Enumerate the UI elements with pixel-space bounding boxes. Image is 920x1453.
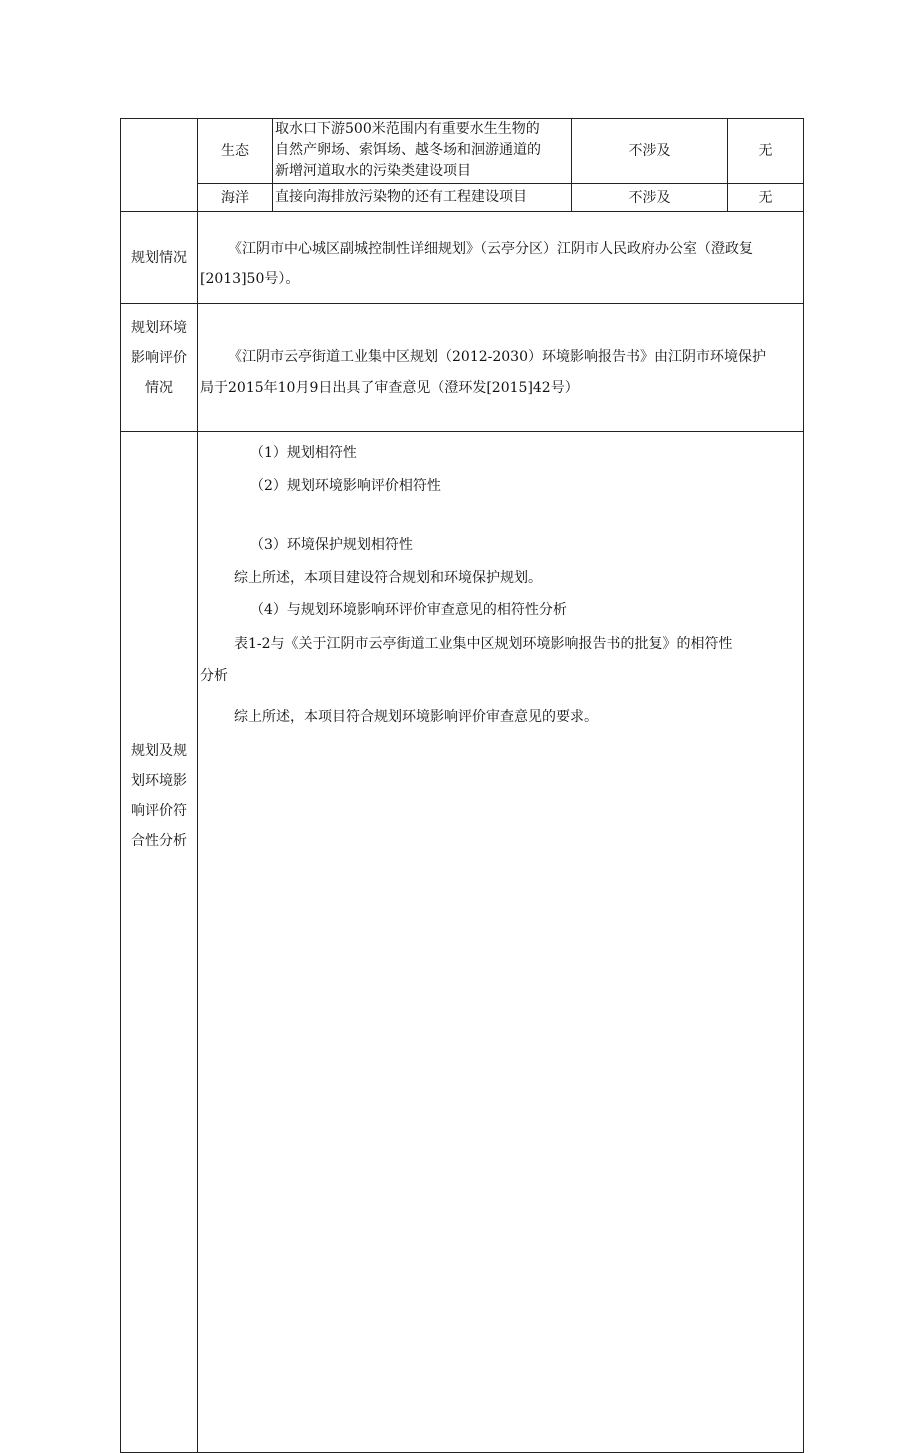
planning-label: 规划情况 bbox=[131, 249, 187, 266]
eia-label-line: 规划环境 bbox=[131, 320, 187, 336]
eco-status: 不涉及 bbox=[628, 189, 671, 206]
eco-desc-line: 取水口下游500米范围内有重要水生生物的 bbox=[275, 121, 540, 137]
col-label-divider bbox=[197, 118, 198, 1453]
analysis-label-line: 规划及规 bbox=[131, 743, 187, 759]
eia-label-line: 影响评价 bbox=[131, 350, 187, 366]
analysis-item: 综上所述，本项目符合规划环境影响评价审查意见的要求。 bbox=[234, 709, 598, 725]
border-right bbox=[803, 118, 804, 1453]
sep-eia-analysis bbox=[120, 431, 804, 432]
analysis-label-line: 响评价符 bbox=[131, 803, 187, 819]
analysis-label-line: 合性分析 bbox=[131, 833, 187, 849]
eco-desc-line: 直接向海排放污染物的还有工程建设项目 bbox=[275, 189, 527, 205]
analysis-item: （1）规划相符性 bbox=[250, 445, 357, 461]
eco-result: 无 bbox=[758, 143, 773, 159]
eco-status: 不涉及 bbox=[628, 143, 671, 159]
analysis-item: （4）与规划环境影响环评价审查意见的相符性分析 bbox=[250, 602, 567, 618]
eia-text-line: 《江阴市云亭街道工业集中区规划（2012-2030）环境影响报告书》由江阴市环境保护 bbox=[228, 349, 766, 365]
analysis-item: 分析 bbox=[200, 668, 228, 684]
sep-planning-eia bbox=[120, 303, 804, 304]
analysis-item: 表1-2与《关于江阴市云亭街道工业集中区规划环境影响报告书的批复》的相符性 bbox=[234, 636, 733, 652]
eco-desc-line: 自然产卵场、索饵场、越冬场和洄游通道的 bbox=[275, 142, 541, 158]
planning-text-line: [2013]50号）。 bbox=[200, 271, 300, 287]
analysis-item: （3）环境保护规划相符性 bbox=[250, 537, 413, 553]
sep-eco-planning bbox=[120, 211, 804, 212]
eia-label-line: 情况 bbox=[145, 380, 173, 396]
eco-category-ocean: 海洋 bbox=[221, 189, 249, 206]
analysis-item: （2）规划环境影响评价相符性 bbox=[250, 478, 441, 494]
analysis-label-line: 划环境影 bbox=[131, 773, 187, 789]
analysis-item: 综上所述，本项目建设符合规划和环境保护规划。 bbox=[234, 570, 542, 586]
planning-text-line: 《江阴市中心城区副城控制性详细规划》（云亭分区）江阴市人民政府办公室（澄政复 bbox=[228, 241, 753, 257]
eia-text-line: 局于2015年10月9日出具了审查意见（澄环发[2015]42号） bbox=[200, 380, 579, 396]
col-category-divider bbox=[272, 118, 273, 212]
eco-result: 无 bbox=[758, 189, 773, 206]
eco-desc-line: 新增河道取水的污染类建设项目 bbox=[275, 163, 471, 179]
eco-category-ecology: 生态 bbox=[221, 143, 249, 159]
